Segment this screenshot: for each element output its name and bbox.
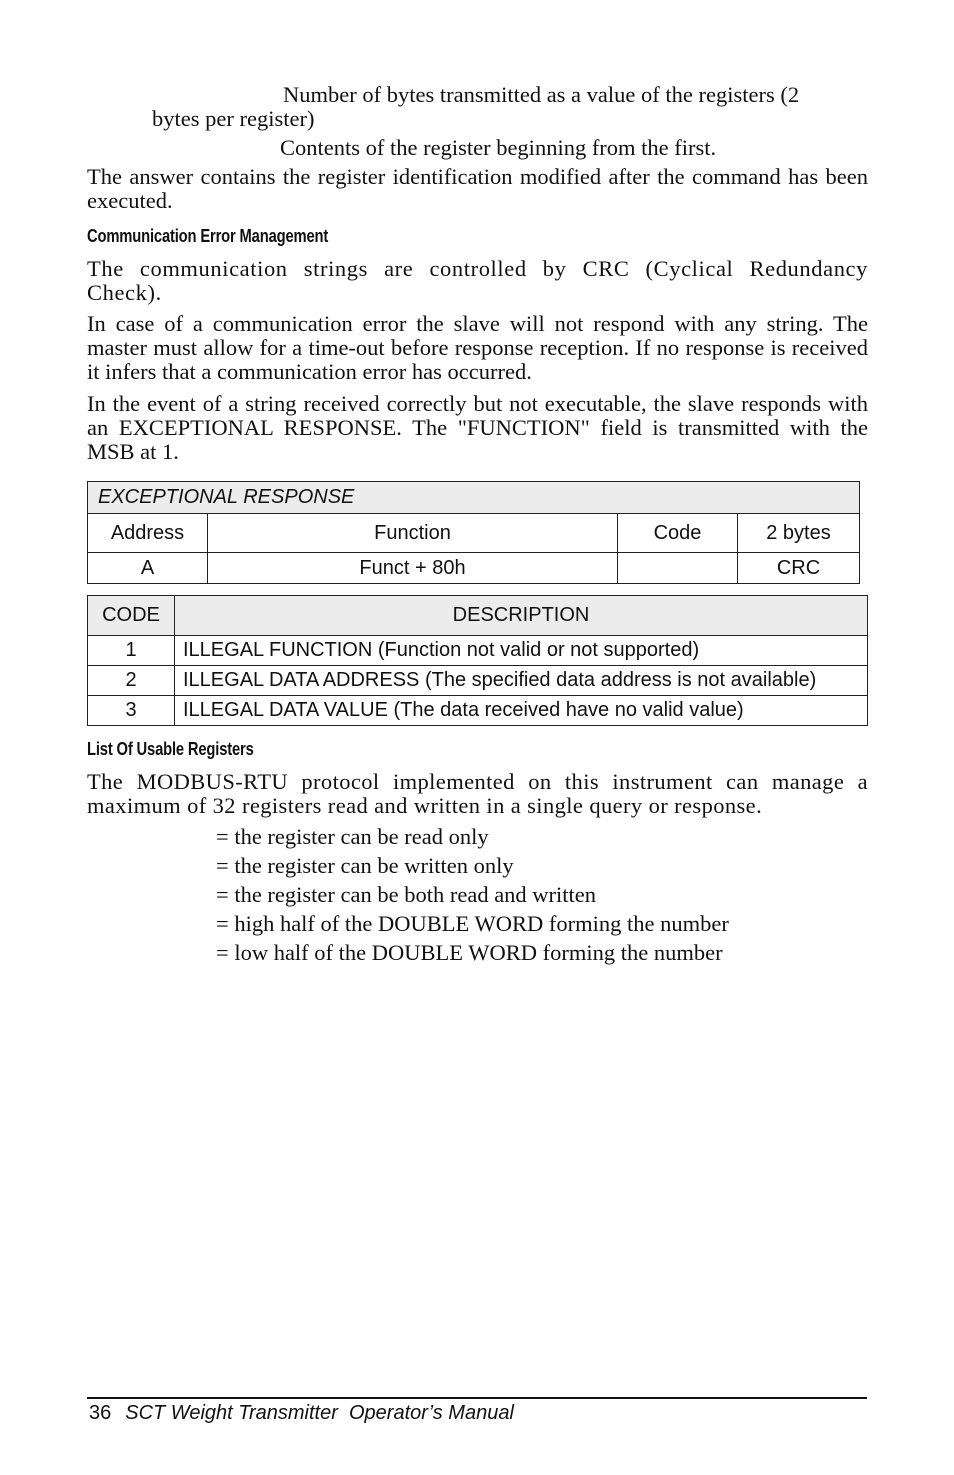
page-footer <box>89 1402 514 1425</box>
header-description: DESCRIPTION <box>175 596 868 636</box>
error-code: 1 <box>88 636 175 666</box>
comm-error-heading: Communication Error Management <box>87 226 329 246</box>
crc-paragraph: The communication strings are controlled by CRC (Cyclical Redundancy Check). <box>87 256 868 305</box>
header-2-bytes: 2 bytes <box>738 514 860 553</box>
error-code: 3 <box>88 696 175 726</box>
legend-write-only: = the register can be written only <box>216 853 514 878</box>
cell-function: Funct + 80h <box>208 553 618 584</box>
cell-code <box>618 553 738 584</box>
cell-address: A <box>88 553 208 584</box>
header-code: Code <box>618 514 738 553</box>
timeout-paragraph: In case of a communication error the slave will not respond with any string. The master must allow for a time-out before response reception. If no response is received it infers that a communication error has occurred. <box>87 311 868 384</box>
table-row <box>88 666 868 696</box>
legend-low-half: = low half of the DOUBLE WORD forming the number <box>216 940 723 965</box>
bytes-description-continued: bytes per register) <box>152 106 315 131</box>
table-row <box>88 636 868 666</box>
cell-crc: CRC <box>738 553 860 584</box>
header-address: Address <box>88 514 208 553</box>
bytes-description: Number of bytes transmitted as a value of the registers (2 <box>283 82 800 107</box>
error-description: ILLEGAL DATA ADDRESS (The specified data address is not available) <box>175 666 868 696</box>
exceptional-paragraph: In the event of a string received correctly but not executable, the slave responds with an EXCEPTIONAL RESPONSE. The "FUNCTION" field is transmitted with the MSB at 1. <box>87 391 868 464</box>
contents-description: Contents of the register beginning from the first. <box>280 135 717 160</box>
answer-paragraph: The answer contains the register identification modified after the command has been executed. <box>87 164 868 213</box>
legend-high-half: = high half of the DOUBLE WORD forming the number <box>216 911 729 936</box>
legend-read-only: = the register can be read only <box>216 824 489 849</box>
registers-paragraph: The MODBUS-RTU protocol implemented on this instrument can manage a maximum of 32 registers read and written in a single query or response. <box>87 769 868 818</box>
table-row <box>88 696 868 726</box>
header-code: CODE <box>88 596 175 636</box>
header-function: Function <box>208 514 618 553</box>
exceptional-response-caption: EXCEPTIONAL RESPONSE <box>88 482 860 514</box>
error-code-table <box>87 595 868 726</box>
manual-title: SCT Weight Transmitter Operator’s Manual <box>125 1402 514 1424</box>
error-description: ILLEGAL FUNCTION (Function not valid or not supported) <box>175 636 868 666</box>
registers-heading: List Of Usable Registers <box>87 739 254 759</box>
error-description: ILLEGAL DATA VALUE (The data received have no valid value) <box>175 696 868 726</box>
error-code: 2 <box>88 666 175 696</box>
page-number: 36 <box>89 1402 112 1424</box>
footer-rule <box>87 1397 867 1399</box>
legend-read-write: = the register can be both read and written <box>216 882 597 907</box>
exceptional-response-table <box>87 481 860 584</box>
